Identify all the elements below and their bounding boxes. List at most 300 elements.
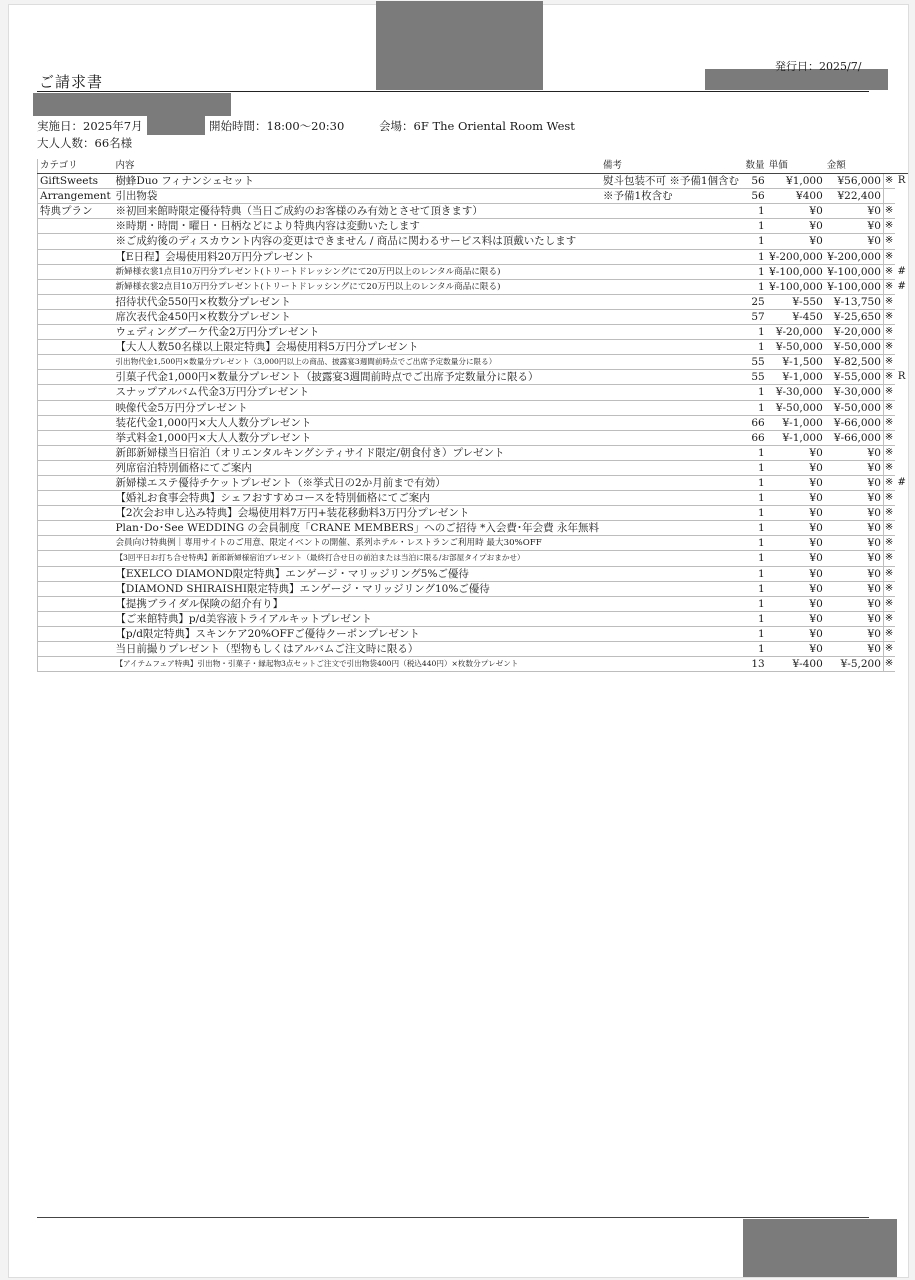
row-note <box>601 460 744 475</box>
row-mark: ※ <box>883 611 895 626</box>
row-content: スナップアルバム代金3万円分プレゼント <box>113 385 601 400</box>
table-row <box>38 566 909 581</box>
row-category <box>38 506 114 521</box>
row-mark: ※ <box>883 445 895 460</box>
table-row <box>38 581 909 596</box>
row-extra: # <box>897 476 906 488</box>
row-mark: ※ <box>883 596 895 611</box>
row-amount: ¥0 <box>825 204 884 219</box>
row-content: 引菓子代金1,000円×数量分プレゼント（披露宴3週間前時点でご出席予定数量分に限る） <box>113 370 601 385</box>
row-category <box>38 430 114 445</box>
row-content: 映像代金5万円分プレゼント <box>113 400 601 415</box>
row-extra <box>895 249 908 264</box>
row-category <box>38 309 114 324</box>
row-note <box>601 400 744 415</box>
row-note <box>601 309 744 324</box>
row-amount: ¥-100,000 <box>825 279 884 294</box>
row-category <box>38 219 114 234</box>
row-unit-price: ¥-100,000 <box>767 279 825 294</box>
row-content: 新婦様衣裳2点目10万円分プレゼント(トリートドレッシングにて20万円以上のレンタル商品に限る) <box>113 279 601 294</box>
row-content: 【ご来館特典】p/d美容液トライアルキットプレゼント <box>113 611 601 626</box>
row-amount: ¥-55,000 <box>825 370 884 385</box>
issue-date: 発行日：2025/7/ <box>775 60 862 73</box>
row-mark: ※ <box>883 475 895 490</box>
invoice-page <box>8 4 909 1278</box>
row-amount: ¥-13,750 <box>825 294 884 309</box>
row-amount: ¥0 <box>825 445 884 460</box>
row-note: 熨斗包装不可 ※予備1個含む <box>601 174 744 189</box>
header-amount: 金額 <box>825 159 884 174</box>
row-qty: 1 <box>744 340 767 355</box>
row-unit-price: ¥-400 <box>767 657 825 672</box>
row-content: 樹蜂Duo フィナンシェセット <box>113 174 601 189</box>
table-row <box>38 626 909 641</box>
row-amount: ¥-5,200 <box>825 657 884 672</box>
row-category <box>38 475 114 490</box>
row-mark: ※ <box>883 536 895 551</box>
row-mark: ※ <box>883 626 895 641</box>
row-note <box>601 551 744 566</box>
row-note <box>601 325 744 340</box>
row-unit-price: ¥-1,000 <box>767 415 825 430</box>
row-extra <box>895 596 908 611</box>
row-amount: ¥0 <box>825 626 884 641</box>
row-category <box>38 491 114 506</box>
row-qty: 1 <box>744 385 767 400</box>
row-unit-price: ¥0 <box>767 626 825 641</box>
row-note <box>601 370 744 385</box>
row-mark: ※ <box>883 415 895 430</box>
table-row <box>38 219 909 234</box>
row-category <box>38 400 114 415</box>
row-note <box>601 340 744 355</box>
row-mark: ※ <box>883 657 895 672</box>
row-unit-price: ¥0 <box>767 521 825 536</box>
row-extra <box>895 657 908 672</box>
row-extra: # <box>897 265 906 277</box>
row-note <box>601 626 744 641</box>
row-amount: ¥56,000 <box>825 174 884 189</box>
row-unit-price: ¥-200,000 <box>767 249 825 264</box>
table-row <box>38 385 909 400</box>
row-extra <box>895 642 908 657</box>
row-content: 新婦様エステ優待チケットプレゼント（※挙式日の2か月前まで有効） <box>113 475 601 490</box>
row-extra: R <box>897 175 906 187</box>
row-category <box>38 642 114 657</box>
table-row <box>38 279 909 294</box>
row-extra <box>895 491 908 506</box>
row-note <box>601 234 744 249</box>
document-title: ご請求書 <box>39 73 104 91</box>
row-extra <box>895 309 908 324</box>
row-amount: ¥-100,000 <box>825 264 884 279</box>
row-mark: ※ <box>883 385 895 400</box>
row-unit-price: ¥-50,000 <box>767 400 825 415</box>
table-row <box>38 340 909 355</box>
row-extra <box>895 445 908 460</box>
row-unit-price: ¥-1,500 <box>767 355 825 370</box>
table-row <box>38 430 909 445</box>
row-note <box>601 596 744 611</box>
row-mark: ※ <box>883 204 895 219</box>
row-category <box>38 657 114 672</box>
row-unit-price: ¥0 <box>767 596 825 611</box>
row-unit-price: ¥-100,000 <box>767 264 825 279</box>
row-qty: 1 <box>744 204 767 219</box>
redaction-block <box>147 116 205 135</box>
table-row <box>38 355 909 370</box>
row-content: ※時期・時間・曜日・日柄などにより特典内容は変動いたします <box>113 219 601 234</box>
header-category: カテゴリ <box>38 159 114 174</box>
row-extra <box>895 581 908 596</box>
row-category <box>38 596 114 611</box>
table-row <box>38 611 909 626</box>
event-date: 実施日：2025年7月 <box>37 119 143 133</box>
row-extra <box>895 234 908 249</box>
row-unit-price: ¥-50,000 <box>767 340 825 355</box>
row-note <box>601 506 744 521</box>
row-mark: ※ <box>883 264 895 279</box>
row-amount: ¥-66,000 <box>825 430 884 445</box>
table-row <box>38 294 909 309</box>
header-qty: 数量 <box>744 159 767 174</box>
row-amount: ¥-50,000 <box>825 400 884 415</box>
row-unit-price: ¥0 <box>767 506 825 521</box>
row-category: GiftSweets <box>38 174 114 189</box>
row-mark: ※ <box>883 506 895 521</box>
redaction-block <box>743 1219 897 1277</box>
table-row <box>38 234 909 249</box>
row-amount: ¥0 <box>825 581 884 596</box>
header-unit-price: 単価 <box>767 159 825 174</box>
row-qty: 1 <box>744 234 767 249</box>
row-mark: ※ <box>883 521 895 536</box>
row-mark: ※ <box>883 174 895 189</box>
table-row <box>38 657 909 672</box>
row-qty: 1 <box>744 279 767 294</box>
row-amount: ¥0 <box>825 234 884 249</box>
row-qty: 25 <box>744 294 767 309</box>
row-mark: ※ <box>883 325 895 340</box>
row-mark: ※ <box>883 219 895 234</box>
row-mark: ※ <box>883 581 895 596</box>
row-category <box>38 551 114 566</box>
row-amount: ¥0 <box>825 475 884 490</box>
row-unit-price: ¥0 <box>767 491 825 506</box>
header-mark <box>883 159 895 174</box>
row-unit-price: ¥0 <box>767 611 825 626</box>
row-unit-price: ¥-550 <box>767 294 825 309</box>
table-row <box>38 445 909 460</box>
row-qty: 1 <box>744 491 767 506</box>
row-mark: ※ <box>883 370 895 385</box>
row-content: 会員向け特典例｜専用サイトのご用意、限定イベントの開催、系列ホテル・レストランご利用時 最大30%OFF <box>113 536 601 551</box>
row-content: 列席宿泊特別価格にてご案内 <box>113 460 601 475</box>
footer-divider <box>37 1217 869 1218</box>
row-note <box>601 642 744 657</box>
row-qty: 1 <box>744 219 767 234</box>
table-row <box>38 189 909 204</box>
row-content: 席次表代金450円×枚数分プレゼント <box>113 309 601 324</box>
row-unit-price: ¥-30,000 <box>767 385 825 400</box>
table-header-row <box>38 159 909 174</box>
row-mark: ※ <box>883 551 895 566</box>
table-row <box>38 491 909 506</box>
row-qty: 56 <box>744 189 767 204</box>
row-unit-price: ¥-450 <box>767 309 825 324</box>
row-note <box>601 581 744 596</box>
row-qty: 1 <box>744 506 767 521</box>
row-qty: 1 <box>744 460 767 475</box>
row-amount: ¥-30,000 <box>825 385 884 400</box>
row-category: Arrangement <box>38 189 114 204</box>
row-qty: 1 <box>744 475 767 490</box>
venue: 会場：6F The Oriental Room West <box>379 119 575 133</box>
row-amount: ¥-25,650 <box>825 309 884 324</box>
row-category <box>38 264 114 279</box>
table-row <box>38 249 909 264</box>
row-mark: ※ <box>883 309 895 324</box>
row-content: 装花代金1,000円×大人人数分プレゼント <box>113 415 601 430</box>
row-note <box>601 294 744 309</box>
row-note <box>601 491 744 506</box>
row-amount: ¥0 <box>825 642 884 657</box>
row-amount: ¥-20,000 <box>825 325 884 340</box>
row-category <box>38 249 114 264</box>
row-content: 【大人人数50名様以上限定特典】会場使用料5万円分プレゼント <box>113 340 601 355</box>
row-content: 新婦様衣裳1点目10万円分プレゼント(トリートドレッシングにて20万円以上のレンタル商品に限る) <box>113 264 601 279</box>
row-amount: ¥-66,000 <box>825 415 884 430</box>
row-extra <box>895 536 908 551</box>
row-amount: ¥0 <box>825 219 884 234</box>
row-note <box>601 385 744 400</box>
redaction-block <box>376 1 543 90</box>
row-extra <box>895 325 908 340</box>
row-mark: ※ <box>883 340 895 355</box>
row-amount: ¥-200,000 <box>825 249 884 264</box>
row-qty: 1 <box>744 626 767 641</box>
row-note <box>601 204 744 219</box>
invoice-items-table <box>37 159 908 672</box>
row-mark: ※ <box>883 566 895 581</box>
row-category <box>38 370 114 385</box>
row-amount: ¥0 <box>825 551 884 566</box>
row-qty: 1 <box>744 551 767 566</box>
row-unit-price: ¥1,000 <box>767 174 825 189</box>
row-unit-price: ¥0 <box>767 234 825 249</box>
row-category <box>38 385 114 400</box>
row-amount: ¥0 <box>825 536 884 551</box>
table-row <box>38 370 909 385</box>
table-row <box>38 551 909 566</box>
row-extra <box>895 611 908 626</box>
row-mark: ※ <box>883 355 895 370</box>
row-qty: 1 <box>744 249 767 264</box>
table-row <box>38 596 909 611</box>
redaction-block <box>33 93 231 116</box>
row-extra <box>895 204 908 219</box>
row-qty: 1 <box>744 521 767 536</box>
row-extra <box>895 355 908 370</box>
table-row <box>38 325 909 340</box>
row-note <box>601 279 744 294</box>
row-qty: 1 <box>744 581 767 596</box>
row-category <box>38 279 114 294</box>
row-unit-price: ¥0 <box>767 566 825 581</box>
row-mark: ※ <box>883 294 895 309</box>
row-extra <box>895 430 908 445</box>
row-content: 【アイテムフェア特典】引出物・引菓子・縁起物3点セットご注文で引出物袋400円（税込440円）×枚数分プレゼント <box>113 657 601 672</box>
row-amount: ¥0 <box>825 596 884 611</box>
row-content: 当日前撮りプレゼント（型物もしくはアルバムご注文時に限る） <box>113 642 601 657</box>
row-qty: 1 <box>744 445 767 460</box>
row-category <box>38 611 114 626</box>
row-unit-price: ¥0 <box>767 219 825 234</box>
row-mark: ※ <box>883 234 895 249</box>
row-note <box>601 536 744 551</box>
row-unit-price: ¥0 <box>767 536 825 551</box>
row-content: 【DIAMOND SHIRAISHI限定特典】エンゲージ・マリッジリング10%ご優待 <box>113 581 601 596</box>
row-extra <box>895 626 908 641</box>
row-content: 新郎新婦様当日宿泊（オリエンタルキングシティサイド限定/朝食付き）プレゼント <box>113 445 601 460</box>
row-qty: 1 <box>744 596 767 611</box>
row-qty: 55 <box>744 355 767 370</box>
row-category <box>38 355 114 370</box>
row-category <box>38 460 114 475</box>
table-row <box>38 521 909 536</box>
row-note <box>601 355 744 370</box>
row-category <box>38 536 114 551</box>
row-category <box>38 445 114 460</box>
row-mark: ※ <box>883 279 895 294</box>
row-extra <box>895 506 908 521</box>
row-note: ※予備1枚含む <box>601 189 744 204</box>
row-content: ※初回来館時限定優待特典（当日ご成約のお客様のみ有効とさせて頂きます） <box>113 204 601 219</box>
row-qty: 66 <box>744 430 767 445</box>
start-time: 開始時間：18:00～20:30 <box>209 119 345 133</box>
table-row <box>38 400 909 415</box>
row-note <box>601 430 744 445</box>
row-category <box>38 234 114 249</box>
row-category <box>38 340 114 355</box>
row-unit-price: ¥0 <box>767 551 825 566</box>
row-note <box>601 415 744 430</box>
row-amount: ¥0 <box>825 566 884 581</box>
table-row <box>38 642 909 657</box>
row-content: 【提携ブライダル保険の紹介有り】 <box>113 596 601 611</box>
row-extra <box>895 400 908 415</box>
row-note <box>601 249 744 264</box>
row-extra <box>895 460 908 475</box>
row-content: 【3回平日お打ち合せ特典】新郎新婦様宿泊プレゼント（最終打合せ日の前泊または当泊に限る/お部屋タイプおまかせ） <box>113 551 601 566</box>
row-extra <box>895 294 908 309</box>
table-row <box>38 204 909 219</box>
row-unit-price: ¥0 <box>767 445 825 460</box>
table-row <box>38 506 909 521</box>
row-qty: 56 <box>744 174 767 189</box>
row-note <box>601 264 744 279</box>
row-qty: 1 <box>744 400 767 415</box>
row-amount: ¥0 <box>825 611 884 626</box>
row-category <box>38 325 114 340</box>
row-unit-price: ¥0 <box>767 475 825 490</box>
row-mark: ※ <box>883 642 895 657</box>
table-row <box>38 415 909 430</box>
row-qty: 57 <box>744 309 767 324</box>
row-qty: 1 <box>744 611 767 626</box>
table-row <box>38 536 909 551</box>
row-extra <box>895 521 908 536</box>
table-row <box>38 264 909 279</box>
row-mark: ※ <box>883 460 895 475</box>
row-unit-price: ¥400 <box>767 189 825 204</box>
row-note <box>601 219 744 234</box>
row-content: 【2次会お申し込み特典】会場使用料7万円+装花移動料3万円分プレゼント <box>113 506 601 521</box>
row-extra <box>895 385 908 400</box>
row-mark: ※ <box>883 249 895 264</box>
row-unit-price: ¥-1,000 <box>767 430 825 445</box>
row-category <box>38 521 114 536</box>
row-content: 引出物袋 <box>113 189 601 204</box>
row-content: 引出物代金1,500円×数量分プレゼント（3,000円以上の商品、披露宴3週間前時点でご出席予定数量分に限る） <box>113 355 601 370</box>
row-amount: ¥22,400 <box>825 189 884 204</box>
row-amount: ¥-50,000 <box>825 340 884 355</box>
table-row <box>38 174 909 189</box>
adult-count: 大人人数：66名様 <box>37 136 133 150</box>
row-qty: 1 <box>744 325 767 340</box>
row-category <box>38 415 114 430</box>
row-amount: ¥0 <box>825 491 884 506</box>
row-extra <box>895 566 908 581</box>
row-extra: R <box>897 371 906 383</box>
header-extra <box>895 159 908 174</box>
row-mark: ※ <box>883 400 895 415</box>
row-content: ※ご成約後のディスカウント内容の変更はできません / 商品に関わるサービス料は頂戴いたします <box>113 234 601 249</box>
row-extra <box>895 415 908 430</box>
row-amount: ¥0 <box>825 521 884 536</box>
row-extra <box>895 219 908 234</box>
row-category <box>38 566 114 581</box>
row-unit-price: ¥-1,000 <box>767 370 825 385</box>
row-amount: ¥0 <box>825 506 884 521</box>
row-qty: 1 <box>744 536 767 551</box>
row-extra <box>895 340 908 355</box>
row-unit-price: ¥-20,000 <box>767 325 825 340</box>
row-extra: # <box>897 280 906 292</box>
row-content: 【E日程】会場使用料20万円分プレゼント <box>113 249 601 264</box>
row-extra <box>895 189 908 204</box>
row-note <box>601 521 744 536</box>
title-divider <box>37 91 869 92</box>
row-note <box>601 611 744 626</box>
row-qty: 1 <box>744 566 767 581</box>
table-row <box>38 309 909 324</box>
row-content: 【EXELCO DIAMOND限定特典】エンゲージ・マリッジリング5%ご優待 <box>113 566 601 581</box>
row-amount: ¥0 <box>825 460 884 475</box>
row-category <box>38 294 114 309</box>
row-unit-price: ¥0 <box>767 204 825 219</box>
row-extra <box>895 551 908 566</box>
row-unit-price: ¥0 <box>767 581 825 596</box>
row-category <box>38 581 114 596</box>
row-content: 【婚礼お食事会特典】シェフおすすめコースを特別価格にてご案内 <box>113 491 601 506</box>
row-qty: 55 <box>744 370 767 385</box>
table-row <box>38 460 909 475</box>
row-content: 【p/d限定特典】スキンケア20%OFFご優待クーポンプレゼント <box>113 626 601 641</box>
row-content: 招待状代金550円×枚数分プレゼント <box>113 294 601 309</box>
row-mark: ※ <box>883 491 895 506</box>
row-unit-price: ¥0 <box>767 642 825 657</box>
